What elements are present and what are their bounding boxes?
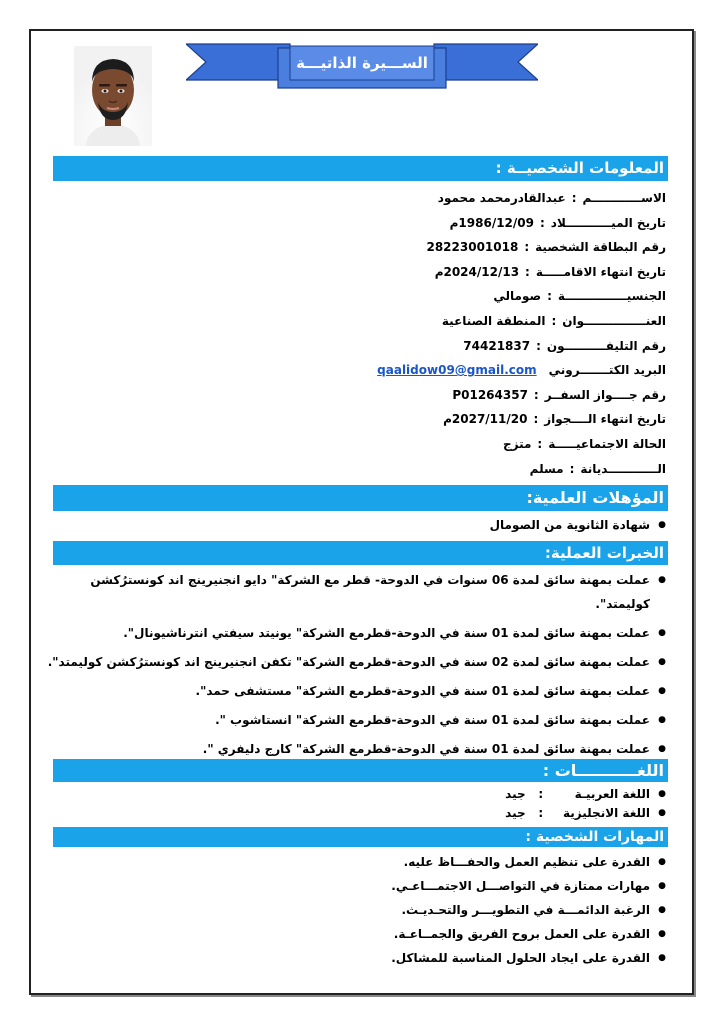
- section-languages: اللغـــــــــــات :: [53, 759, 668, 782]
- info-label: رقم التليفــــــــــون: [546, 338, 666, 353]
- page-title: الســـيرة الذاتيـــة: [296, 54, 428, 72]
- email-link[interactable]: qaalidow09@gmail.com: [377, 363, 537, 378]
- language-level: جيد: [505, 787, 526, 801]
- info-label: رقم جــــواز السفــر: [544, 387, 666, 402]
- info-label: رقم البطاقة الشخصية: [535, 240, 666, 255]
- section-education: المؤهلات العلمية:: [53, 485, 668, 511]
- language-item: [505, 785, 666, 804]
- experience-list: [48, 568, 666, 764]
- list-item: ● القدرة على العمل بروح الفريق والجمــاعـة.: [391, 922, 666, 946]
- language-item: [505, 804, 666, 823]
- info-row-religion: [106, 457, 666, 482]
- section-skills: المهارات الشخصية :: [53, 827, 668, 847]
- info-value: صومالي: [493, 289, 542, 304]
- info-value: المنطقة الصناعية: [441, 313, 546, 328]
- list-item: ● عملت بمهنة سائق لمدة 02 سنة في الدوحة-قطرمع الشركة" تكفن انجنيرينج اند كونسترُكشن كوليمتد".: [48, 648, 666, 677]
- language-name: اللغة الانجليزية: [563, 806, 650, 820]
- info-label: الجنسيـــــــــــــــة: [557, 289, 666, 304]
- info-row-id-card: [106, 235, 666, 260]
- info-row-address: [106, 309, 666, 334]
- language-sep: :: [538, 806, 544, 820]
- info-row-passport: [106, 383, 666, 408]
- info-row-marital-status: [106, 432, 666, 457]
- info-value: P01264357: [452, 387, 528, 402]
- info-value: مسلم: [529, 461, 564, 476]
- list-item: ● الرغبة الدائمـــة في التطويـــر والتحـديـث.: [391, 898, 666, 922]
- section-experience: الخبرات العملية:: [53, 541, 668, 565]
- info-colon: :: [551, 313, 557, 328]
- info-label: الحالة الاجتماعيـــــة: [548, 436, 666, 451]
- info-label: تاريخ انتهاء الــــجواز: [544, 412, 666, 427]
- profile-photo: [74, 46, 152, 146]
- info-colon: :: [525, 264, 530, 279]
- list-item: ● القدرة على تنظيم العمل والحفـــاظ عليه.: [391, 850, 666, 874]
- info-colon: :: [536, 338, 541, 353]
- personal-info-list: [106, 186, 666, 481]
- info-value: 2024/12/13م: [434, 264, 520, 279]
- languages-list: [505, 785, 666, 823]
- list-item: ● مهارات ممتازة في التواصـــل الاجتمـــاعـي.: [391, 874, 666, 898]
- info-colon: :: [571, 191, 577, 205]
- skills-list: [391, 850, 666, 970]
- list-item: ● القدرة على ايجاد الحلول المناسبة للمشاكل.: [391, 946, 666, 970]
- info-label: الاســــــــــــم: [582, 191, 666, 205]
- info-row-name: [106, 186, 666, 211]
- info-row-nationality: [106, 284, 666, 309]
- info-colon: :: [547, 289, 552, 304]
- info-row-passport-expiry: [106, 407, 666, 432]
- language-sep: :: [538, 787, 544, 801]
- list-item: ● عملت بمهنة سائق لمدة 01 سنة في الدوحة-قطرمع الشركة" انستاشوب ".: [48, 706, 666, 735]
- list-item-continuation: كوليمتد".: [595, 597, 650, 611]
- info-row-birthdate: [106, 211, 666, 236]
- info-row-email: [106, 358, 666, 383]
- info-label: الــــــــــــديانة: [580, 461, 666, 476]
- list-item: ● عملت بمهنة سائق لمدة 06 سنوات في الدوحة- قطر مع الشركة" دايو انجنيرينج اند كونسترُكشن: [48, 568, 666, 592]
- language-level: جيد: [505, 806, 526, 820]
- info-colon: :: [524, 240, 530, 255]
- info-colon: :: [539, 215, 545, 230]
- info-value: متزج: [502, 436, 532, 451]
- list-item: ● شهادة الثانوية من الصومال: [490, 514, 666, 536]
- info-colon: :: [533, 412, 539, 427]
- education-list: [490, 514, 666, 536]
- info-value: 1986/12/09م: [449, 215, 534, 230]
- info-value: عبدالقادرمحمد محمود: [437, 191, 566, 205]
- info-colon: :: [537, 436, 543, 451]
- info-row-phone: [106, 334, 666, 359]
- info-colon: :: [533, 387, 539, 402]
- info-label: البريد الكتـــــــروني: [548, 363, 666, 378]
- info-label: تاريخ انتهاء الاقامـــــة: [535, 264, 666, 279]
- section-personal-info: المعلومات الشخصيــة :: [53, 156, 668, 181]
- info-colon: :: [569, 461, 575, 476]
- info-row-residence-expiry: [106, 260, 666, 285]
- language-name: اللغة العربيـة: [574, 787, 650, 801]
- info-value: 2027/11/20م: [443, 412, 528, 427]
- info-label: العنـــــــــــــــوان: [562, 313, 666, 328]
- list-item: ● عملت بمهنة سائق لمدة 01 سنة في الدوحة-قطرمع الشركة" يونيتد سيفتي انترناشيونال".: [48, 619, 666, 648]
- info-value: 74421837: [463, 338, 531, 353]
- list-item: ● عملت بمهنة سائق لمدة 01 سنة في الدوحة-قطرمع الشركة" كارج دليفري ".: [48, 735, 666, 764]
- info-value: 28223001018: [426, 240, 519, 255]
- info-label: تاريخ الميـــــــــــلاد: [550, 215, 666, 230]
- list-item: ● عملت بمهنة سائق لمدة 01 سنة في الدوحة-قطرمع الشركة" مستشفى حمد".: [48, 677, 666, 706]
